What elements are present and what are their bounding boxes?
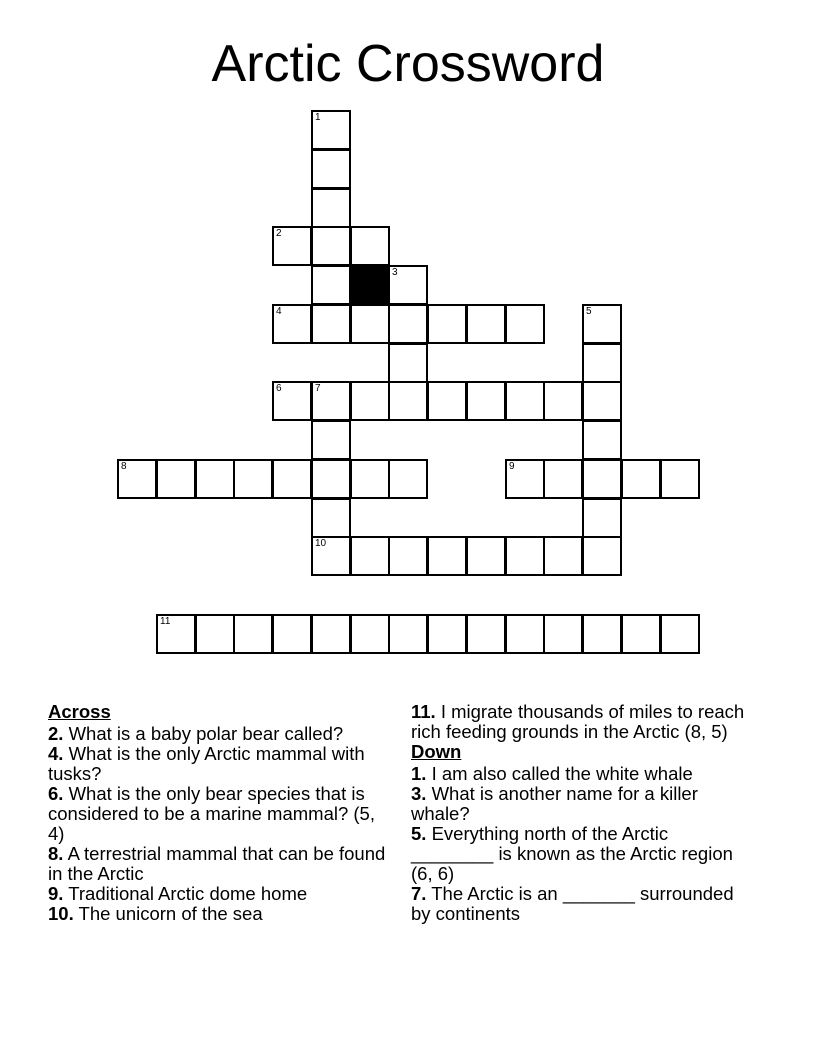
- grid-cell[interactable]: [350, 226, 390, 266]
- clue-number: 11.: [411, 701, 436, 722]
- cell-number: 8: [121, 461, 127, 472]
- grid-cell[interactable]: [543, 459, 583, 499]
- grid-cell[interactable]: [427, 381, 467, 421]
- clue-text: The unicorn of the sea: [78, 903, 263, 924]
- grid-cell[interactable]: [505, 536, 545, 576]
- grid-cell[interactable]: [582, 614, 622, 654]
- cell-number: 3: [392, 267, 398, 278]
- grid-cell[interactable]: [660, 459, 700, 499]
- clue-across-4: [48, 744, 388, 784]
- grid-cell[interactable]: [156, 459, 196, 499]
- cell-number: 7: [315, 383, 321, 394]
- grid-cell[interactable]: [582, 498, 622, 538]
- clue-down-7: [411, 884, 751, 924]
- grid-cell[interactable]: [466, 614, 506, 654]
- grid-cell[interactable]: [350, 459, 390, 499]
- grid-cell[interactable]: [582, 536, 622, 576]
- grid-cell[interactable]: [543, 536, 583, 576]
- clue-text: I am also called the white whale: [431, 763, 693, 784]
- clue-down-5: [411, 824, 751, 884]
- clue-across-2: [48, 724, 388, 744]
- grid-cell[interactable]: [543, 381, 583, 421]
- grid-cell[interactable]: [388, 381, 428, 421]
- grid-cell[interactable]: [311, 420, 351, 460]
- clue-number: 10.: [48, 903, 74, 924]
- grid-cell[interactable]: [388, 536, 428, 576]
- clue-across-9: [48, 884, 388, 904]
- across-heading: Across: [48, 701, 111, 722]
- grid-cell[interactable]: [350, 304, 390, 344]
- grid-cell[interactable]: [505, 459, 545, 499]
- grid-cell[interactable]: [311, 265, 351, 305]
- clue-across-8: [48, 844, 388, 884]
- grid-block-cell: [350, 265, 390, 305]
- clue-number: 4.: [48, 743, 64, 764]
- grid-cell[interactable]: [350, 614, 390, 654]
- grid-cell[interactable]: [233, 459, 273, 499]
- clue-text: Everything north of the Arctic ________ is known as the Arctic region (6, 6): [411, 823, 733, 884]
- grid-cell[interactable]: [582, 459, 622, 499]
- grid-cell[interactable]: [582, 420, 622, 460]
- clue-number: 3.: [411, 783, 427, 804]
- grid-cell[interactable]: [311, 188, 351, 228]
- grid-cell[interactable]: [543, 614, 583, 654]
- clue-number: 7.: [411, 883, 427, 904]
- clue-across-11: [411, 702, 751, 742]
- grid-cell[interactable]: [311, 110, 351, 150]
- grid-cell[interactable]: [272, 459, 312, 499]
- grid-cell[interactable]: [388, 343, 428, 383]
- grid-cell[interactable]: [388, 614, 428, 654]
- cell-number: 11: [160, 616, 171, 627]
- clue-number: 1.: [411, 763, 427, 784]
- clue-text: Traditional Arctic dome home: [68, 883, 308, 904]
- grid-cell[interactable]: [156, 614, 196, 654]
- grid-cell[interactable]: [621, 459, 661, 499]
- grid-cell[interactable]: [233, 614, 273, 654]
- clue-text: What is the only Arctic mammal with tusks?: [48, 743, 365, 784]
- grid-cell[interactable]: [388, 459, 428, 499]
- grid-cell[interactable]: [388, 304, 428, 344]
- clue-number: 6.: [48, 783, 64, 804]
- grid-cell[interactable]: [582, 304, 622, 344]
- grid-cell[interactable]: [272, 381, 312, 421]
- grid-cell[interactable]: [505, 304, 545, 344]
- clue-text: What is a baby polar bear called?: [68, 723, 344, 744]
- grid-cell[interactable]: [311, 459, 351, 499]
- clue-across-6: [48, 784, 388, 844]
- clue-text: What is the only bear species that is considered to be a marine mammal? (5, 4): [48, 783, 375, 844]
- grid-cell[interactable]: [311, 614, 351, 654]
- clue-down-3: [411, 784, 751, 824]
- grid-cell[interactable]: [311, 498, 351, 538]
- grid-cell[interactable]: [621, 614, 661, 654]
- clues-column-right: [411, 702, 751, 924]
- grid-cell[interactable]: [311, 381, 351, 421]
- grid-cell[interactable]: [582, 381, 622, 421]
- clue-across-10: [48, 904, 388, 924]
- grid-cell[interactable]: [350, 536, 390, 576]
- grid-cell[interactable]: [311, 304, 351, 344]
- cell-number: 10: [315, 538, 327, 549]
- clue-number: 5.: [411, 823, 427, 844]
- grid-cell[interactable]: [272, 304, 312, 344]
- grid-cell[interactable]: [350, 381, 390, 421]
- clues-column-left: [48, 702, 388, 924]
- grid-cell[interactable]: [505, 381, 545, 421]
- grid-cell[interactable]: [311, 226, 351, 266]
- clue-down-1: [411, 764, 751, 784]
- grid-cell[interactable]: [311, 536, 351, 576]
- clue-text: What is another name for a killer whale?: [411, 783, 698, 824]
- grid-cell[interactable]: [311, 149, 351, 189]
- page-title: Arctic Crossword: [211, 35, 605, 93]
- grid-cell[interactable]: [427, 304, 467, 344]
- cell-number: 2: [276, 228, 282, 239]
- grid-cell[interactable]: [388, 265, 428, 305]
- grid-cell[interactable]: [466, 381, 506, 421]
- cell-number: 1: [315, 112, 321, 123]
- grid-cell[interactable]: [427, 536, 467, 576]
- clue-text: The Arctic is an _______ surrounded by continents: [411, 883, 734, 924]
- down-heading: Down: [411, 741, 462, 762]
- clue-text: A terrestrial mammal that can be found in the Arctic: [48, 843, 386, 884]
- clue-number: 8.: [48, 843, 64, 864]
- grid-cell[interactable]: [195, 459, 235, 499]
- grid-cell[interactable]: [117, 459, 157, 499]
- grid-cell[interactable]: [466, 536, 506, 576]
- grid-cell[interactable]: [466, 304, 506, 344]
- grid-cell[interactable]: [272, 614, 312, 654]
- cell-number: 6: [276, 383, 282, 394]
- grid-cell[interactable]: [272, 226, 312, 266]
- grid-cell[interactable]: [195, 614, 235, 654]
- clue-number: 2.: [48, 723, 64, 744]
- grid-cell[interactable]: [427, 614, 467, 654]
- cell-number: 5: [586, 306, 592, 317]
- grid-cell[interactable]: [505, 614, 545, 654]
- clue-text: I migrate thousands of miles to reach rich feeding grounds in the Arctic (8, 5): [411, 701, 745, 742]
- cell-number: 9: [509, 461, 515, 472]
- cell-number: 4: [276, 306, 282, 317]
- grid-cell[interactable]: [660, 614, 700, 654]
- grid-cell[interactable]: [582, 343, 622, 383]
- clue-number: 9.: [48, 883, 64, 904]
